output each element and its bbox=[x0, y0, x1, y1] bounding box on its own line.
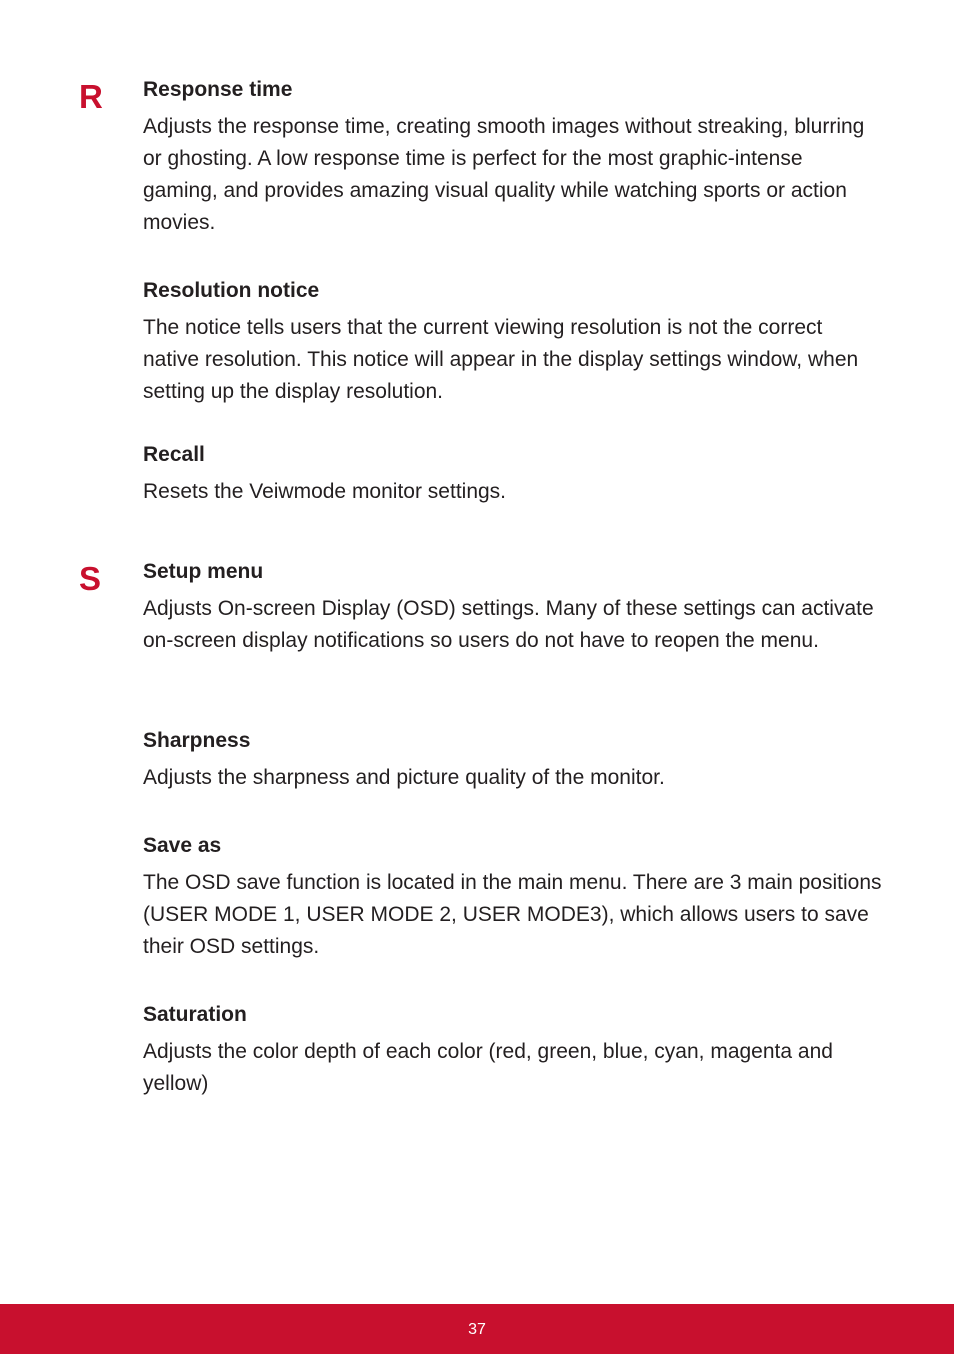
term-description: Resets the Veiwmode monitor settings. bbox=[143, 480, 507, 503]
term-description: The OSD save function is located in the main menu. There are 3 main positions (USER MODE 1, USER MODE 2, USER MODE3), which allows users to save their OSD settings. bbox=[143, 871, 882, 958]
section-letter-s: S bbox=[79, 560, 102, 597]
term-heading: Recall bbox=[143, 443, 205, 466]
glossary-entry-recall bbox=[143, 442, 883, 508]
term-heading: Setup menu bbox=[143, 560, 264, 583]
term-heading: Response time bbox=[143, 78, 293, 101]
page-footer-bar bbox=[0, 1304, 954, 1354]
glossary-entry-response-time bbox=[143, 77, 883, 239]
glossary-entry-saturation bbox=[143, 1002, 883, 1100]
term-description: Adjusts On-screen Display (OSD) settings. Many of these settings can activate on-screen display notifications so users do not have to reopen the menu. bbox=[143, 597, 874, 652]
term-description: The notice tells users that the current viewing resolution is not the correct native resolution. This notice will appear in the display settings window, when setting up the display resolution. bbox=[143, 316, 859, 403]
term-heading: Resolution notice bbox=[143, 279, 320, 302]
term-heading: Save as bbox=[143, 834, 222, 857]
glossary-entry-setup-menu bbox=[143, 559, 883, 657]
page-number: 37 bbox=[468, 1321, 486, 1338]
glossary-entry-resolution-notice bbox=[143, 278, 883, 408]
term-description: Adjusts the response time, creating smooth images without streaking, blurring or ghosting. A low response time is perfect for the most graphic-intense gaming, and provides amazing visual quality while watching sports or action movies. bbox=[143, 115, 865, 234]
section-letter-r: R bbox=[79, 78, 103, 115]
glossary-entry-save-as bbox=[143, 833, 883, 963]
term-heading: Saturation bbox=[143, 1003, 247, 1026]
term-heading: Sharpness bbox=[143, 729, 251, 752]
term-description: Adjusts the sharpness and picture quality of the monitor. bbox=[143, 766, 665, 789]
term-description: Adjusts the color depth of each color (red, green, blue, cyan, magenta and yellow) bbox=[143, 1040, 833, 1095]
glossary-entry-sharpness bbox=[143, 728, 883, 794]
